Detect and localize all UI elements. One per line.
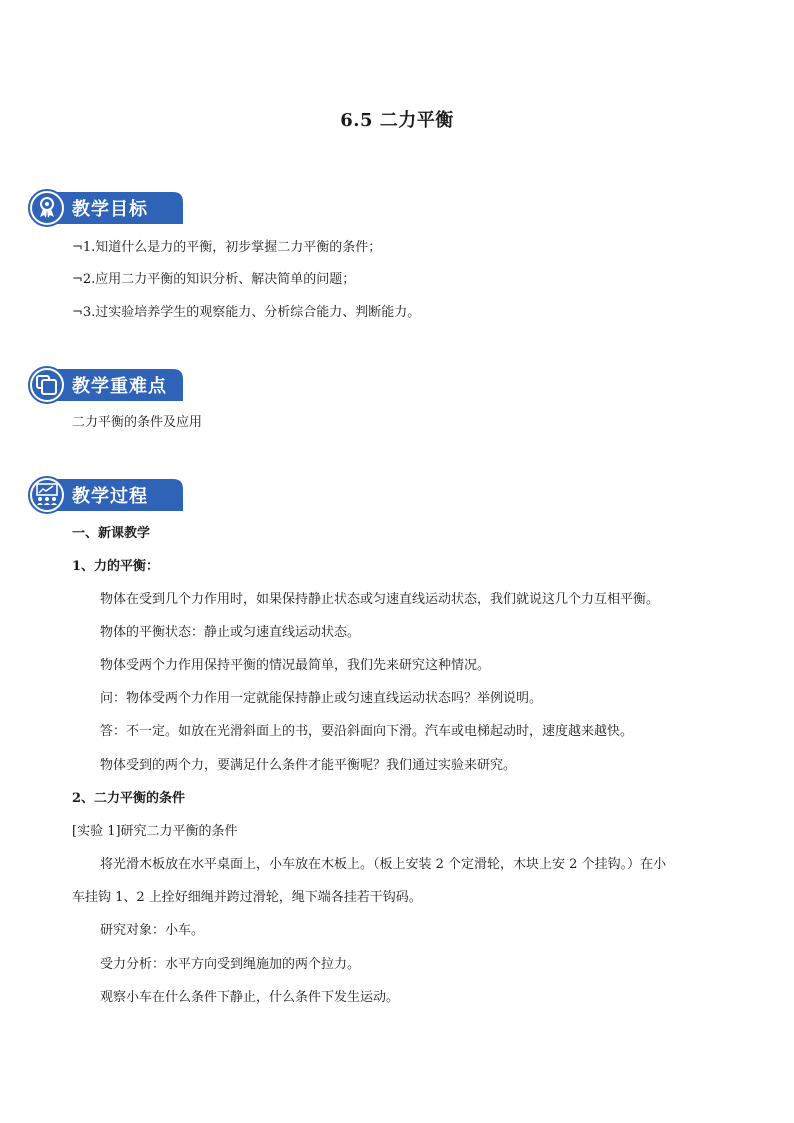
paragraph-question: 问：物体受两个力作用一定就能保持静止或匀速直线运动状态吗？举例说明。 <box>100 691 543 706</box>
section-heading-process: 教学过程 <box>72 486 148 507</box>
goal-item-2: ¬2.应用二力平衡的知识分析、解决简单的问题； <box>72 272 356 287</box>
section-banner-keypoints <box>27 365 187 405</box>
section-heading-keypoints: 教学重难点 <box>72 376 167 397</box>
paragraph-object: 研究对象：小车。 <box>100 923 205 938</box>
goal-item-1: ¬1.知道什么是力的平衡，初步掌握二力平衡的条件； <box>72 240 382 255</box>
experiment-label: [实验 1]研究二力平衡的条件 <box>72 824 238 839</box>
paragraph-answer: 答：不一定。如放在光滑斜面上的书，要沿斜面向下滑。汽车或电梯起动时，速度越来越快。 <box>100 724 634 739</box>
section-heading-goals: 教学目标 <box>72 199 148 220</box>
part-heading-1: 一、新课教学 <box>72 526 151 541</box>
paragraph-1: 物体在受到几个力作用时，如果保持静止状态或匀速直线运动状态，我们就说这几个力互相平衡。 <box>100 592 660 607</box>
goal-item-3: ¬3.过实验培养学生的观察能力、分析综合能力、判断能力。 <box>72 305 421 320</box>
paragraph-6: 物体受到的两个力，要满足什么条件才能平衡呢？我们通过实验来研究。 <box>100 758 517 773</box>
paragraph-7-line-2: 车挂钩 1、2 上拴好细绳并跨过滑轮，绳下端各挂若干钩码。 <box>72 890 422 905</box>
paragraph-3: 物体受两个力作用保持平衡的情况最简单，我们先来研究这种情况。 <box>100 658 491 673</box>
section-banner-goals <box>27 188 187 228</box>
keypoints-text: 二力平衡的条件及应用 <box>72 415 203 430</box>
paragraph-7-line-1: 将光滑木板放在水平桌面上，小车放在木板上。（板上安装 2 个定滑轮，木块上安 2 个挂钩。）在小 <box>100 857 667 872</box>
paragraph-force-analysis: 受力分析：水平方向受到绳施加的两个拉力。 <box>100 957 361 972</box>
paragraph-2: 物体的平衡状态：静止或匀速直线运动状态。 <box>100 625 361 640</box>
subheading-conditions: 2、二力平衡的条件 <box>72 791 186 806</box>
subheading-force-balance: 1、力的平衡： <box>72 559 160 574</box>
paragraph-observe: 观察小车在什么条件下静止，什么条件下发生运动。 <box>100 990 400 1005</box>
page-title: 6.5 二力平衡 <box>340 110 454 131</box>
section-banner-process <box>27 475 187 515</box>
